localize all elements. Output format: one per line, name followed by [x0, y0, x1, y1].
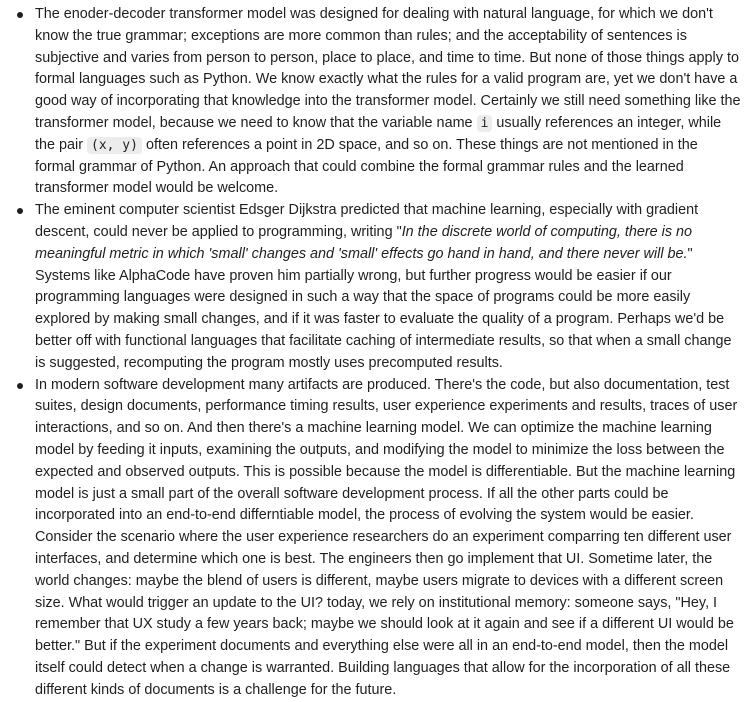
paragraph-text: In modern software development many artifacts are produced. There's the code, but also documentation, test suites, design documents, performance timing results, user experience experiments and results, traces of user interactions, and so on. And then there's a machine learning model. We can optimize the machine learning model by feeding it inputs, examining the outputs, and modifying the model to minimize the loss between the expected and observed outputs. This is possible because the model is differentiable. But the machine learning model is just a small part of the overall software development process. If all the other parts could be incorporated into an end-to-end differntiable model, the process of evolving the system would be easier. Consider the scenario where the user experience researchers do an experiment comparring ten different user interfaces, and determine which one is best. The engineers then go implement that UI. Sometime later, the world changes: maybe the blend of users is different, maybe users migrate to devices with a different screen size. What would trigger an update to the UI? today, we rely on institutional memory: someone says, "Hey, I remember that UX study a few years back; maybe we should look at it again and see if a different UI would be better." But if the experiment documents and everything else were all in an end-to-end model, then the model itself could detect when a change is warranted. Building languages that allow for the incorporation of all these different kinds of documents is a challenge for the future. — [35, 376, 738, 698]
bullet-item-dijkstra — [0, 200, 747, 374]
bullet-dot-icon — [17, 208, 23, 214]
bullet-dot-icon — [17, 12, 23, 18]
paragraph-text: " Systems like AlphaCode have proven him partially wrong, but further progress would be easier if our programming languages were designed in such a way that the space of programs could be more easily explored by making small changes, and if it was faster to evaluate the quality of a program. Perhaps we'd be better off with functional languages that facilitate caching of intermediate results, so that when a small change is suggested, recomputing the program mostly uses precomputed results. — [35, 245, 732, 371]
bullet-list — [0, 4, 747, 702]
inline-code-i: i — [477, 115, 493, 132]
paragraph-text: The enoder-decoder transformer model was designed for dealing with natural language, for which we don't know the true grammar; exceptions are more common than rules; and the acceptability of sentences is subjective and varies from person to person, place to place, and time to time. But none of those things apply to formal languages such as Python. We know exactly what the rules for a valid program are, yet we don't have a good way of incorporating that knowledge into the transformer model. Certainly we still need something like the transformer model, because we need to know that the variable name — [35, 6, 741, 131]
inline-code-xy: (x, y) — [87, 137, 142, 154]
paragraph-text: The eminent computer scientist Edsger Dijkstra predicted that machine learning, especially with gradient descent, could never be applied to programming, writing " — [35, 202, 699, 240]
bullet-item-grammar — [0, 4, 747, 200]
paragraph-text: often references a point in 2D space, and so on. These things are not mentioned in the formal grammar of Python. An approach that could combine the formal grammar rules and the learned transformer model would be welcome. — [35, 136, 698, 197]
bullet-item-end-to-end — [0, 375, 747, 702]
paragraph-text: usually references an integer, while the pair — [35, 114, 722, 153]
bullet-dot-icon — [17, 383, 23, 389]
dijkstra-quote: In the discrete world of computing, there is no meaningful metric in which 'small' changes and 'small' effects go hand in hand, and there never will be. — [35, 223, 693, 262]
